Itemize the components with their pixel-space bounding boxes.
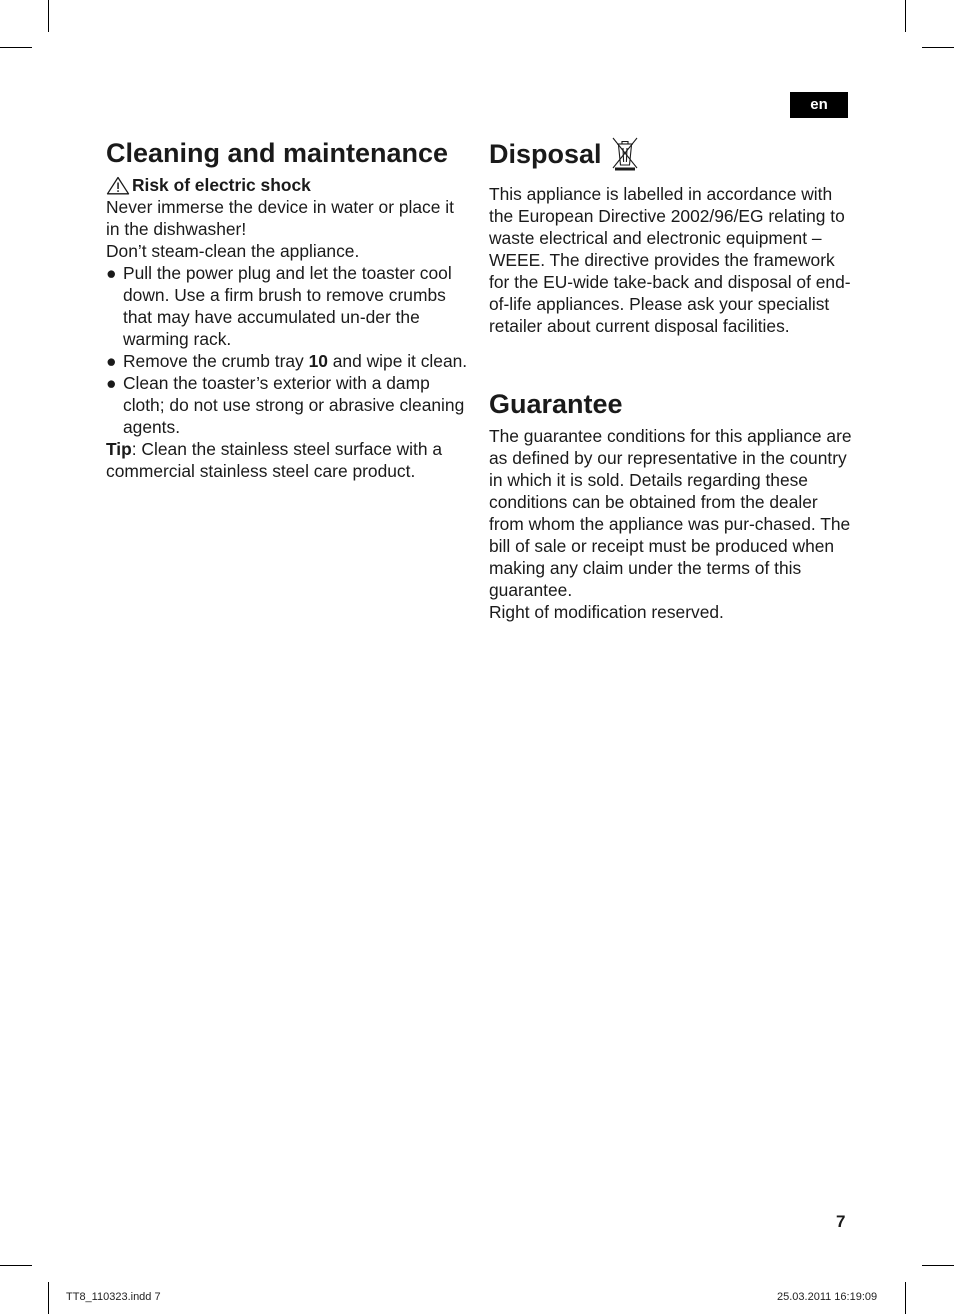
file-slug: TT8_110323.indd 7: [66, 1291, 161, 1303]
crop-mark: [905, 1282, 906, 1314]
date-slug: 25.03.2011 16:19:09: [777, 1291, 878, 1303]
part-number: 10: [308, 351, 328, 371]
cleaning-section: [106, 138, 471, 482]
warning-line: Don’t steam-clean the appliance.: [106, 241, 360, 261]
bullet-icon: ●: [106, 351, 117, 371]
list-item-text: and wipe it clean.: [327, 351, 468, 371]
page-number: 7: [836, 1212, 846, 1231]
warning-title: [106, 174, 471, 196]
disposal-heading: [489, 135, 854, 173]
warning-title-text: Risk of electric shock: [132, 175, 311, 195]
crop-mark: [48, 1282, 49, 1314]
list-item-text: Pull the power plug and let the toaster cool down. Use a firm brush to remove crumbs that may have accumulated un-der the warming rack.: [123, 263, 452, 349]
warning-triangle-icon: [106, 176, 130, 195]
crop-mark: [922, 47, 954, 48]
warning-line: Never immerse the device in water or place it in the dishwasher!: [106, 197, 454, 239]
list-item-text: Clean the toaster’s exterior with a damp cloth; do not use strong or abrasive cleaning agents.: [123, 373, 465, 437]
crop-mark: [905, 0, 906, 32]
tip-text: : Clean the stainless steel surface with a commercial stainless steel care product.: [106, 439, 443, 481]
bullet-icon: ●: [106, 263, 117, 283]
list-item-text: Remove the crumb tray: [123, 351, 309, 371]
disposal-paragraph: This appliance is labelled in accordance with the European Directive 2002/96/EG relating to waste electrical and electronic equipment – WEEE. The directive provides the framework for the EU-wide take-back and disposal of end-of-life appliances. Please ask your specialist retailer about current disposal facilities.: [489, 184, 851, 336]
disposal-heading-text: Disposal: [489, 139, 602, 169]
crop-mark: [0, 47, 32, 48]
crop-mark: [48, 0, 49, 32]
list-item: [106, 350, 471, 372]
tip-label: Tip: [106, 439, 132, 459]
disposal-guarantee-section: [489, 135, 854, 623]
language-tab: en: [790, 92, 848, 118]
bullet-icon: ●: [106, 373, 117, 393]
guarantee-heading: Guarantee: [489, 389, 623, 419]
cleaning-heading: Cleaning and maintenance: [106, 138, 449, 168]
tip-paragraph: [106, 438, 471, 482]
list-item: [106, 372, 471, 438]
list-item: [106, 262, 471, 350]
crop-mark: [0, 1265, 32, 1266]
modification-notice: Right of modification reserved.: [489, 602, 724, 622]
guarantee-paragraph: The guarantee conditions for this appliance are as defined by our representative in the country in which it is sold. Details regarding these conditions can be obtained from the dealer from whom the appliance was pur-chased. The bill of sale or receipt must be produced when making any claim under the terms of this guarantee.: [489, 426, 852, 600]
weee-crossed-bin-icon: [611, 136, 639, 172]
cleaning-steps-list: [106, 262, 471, 438]
crop-mark: [922, 1265, 954, 1266]
